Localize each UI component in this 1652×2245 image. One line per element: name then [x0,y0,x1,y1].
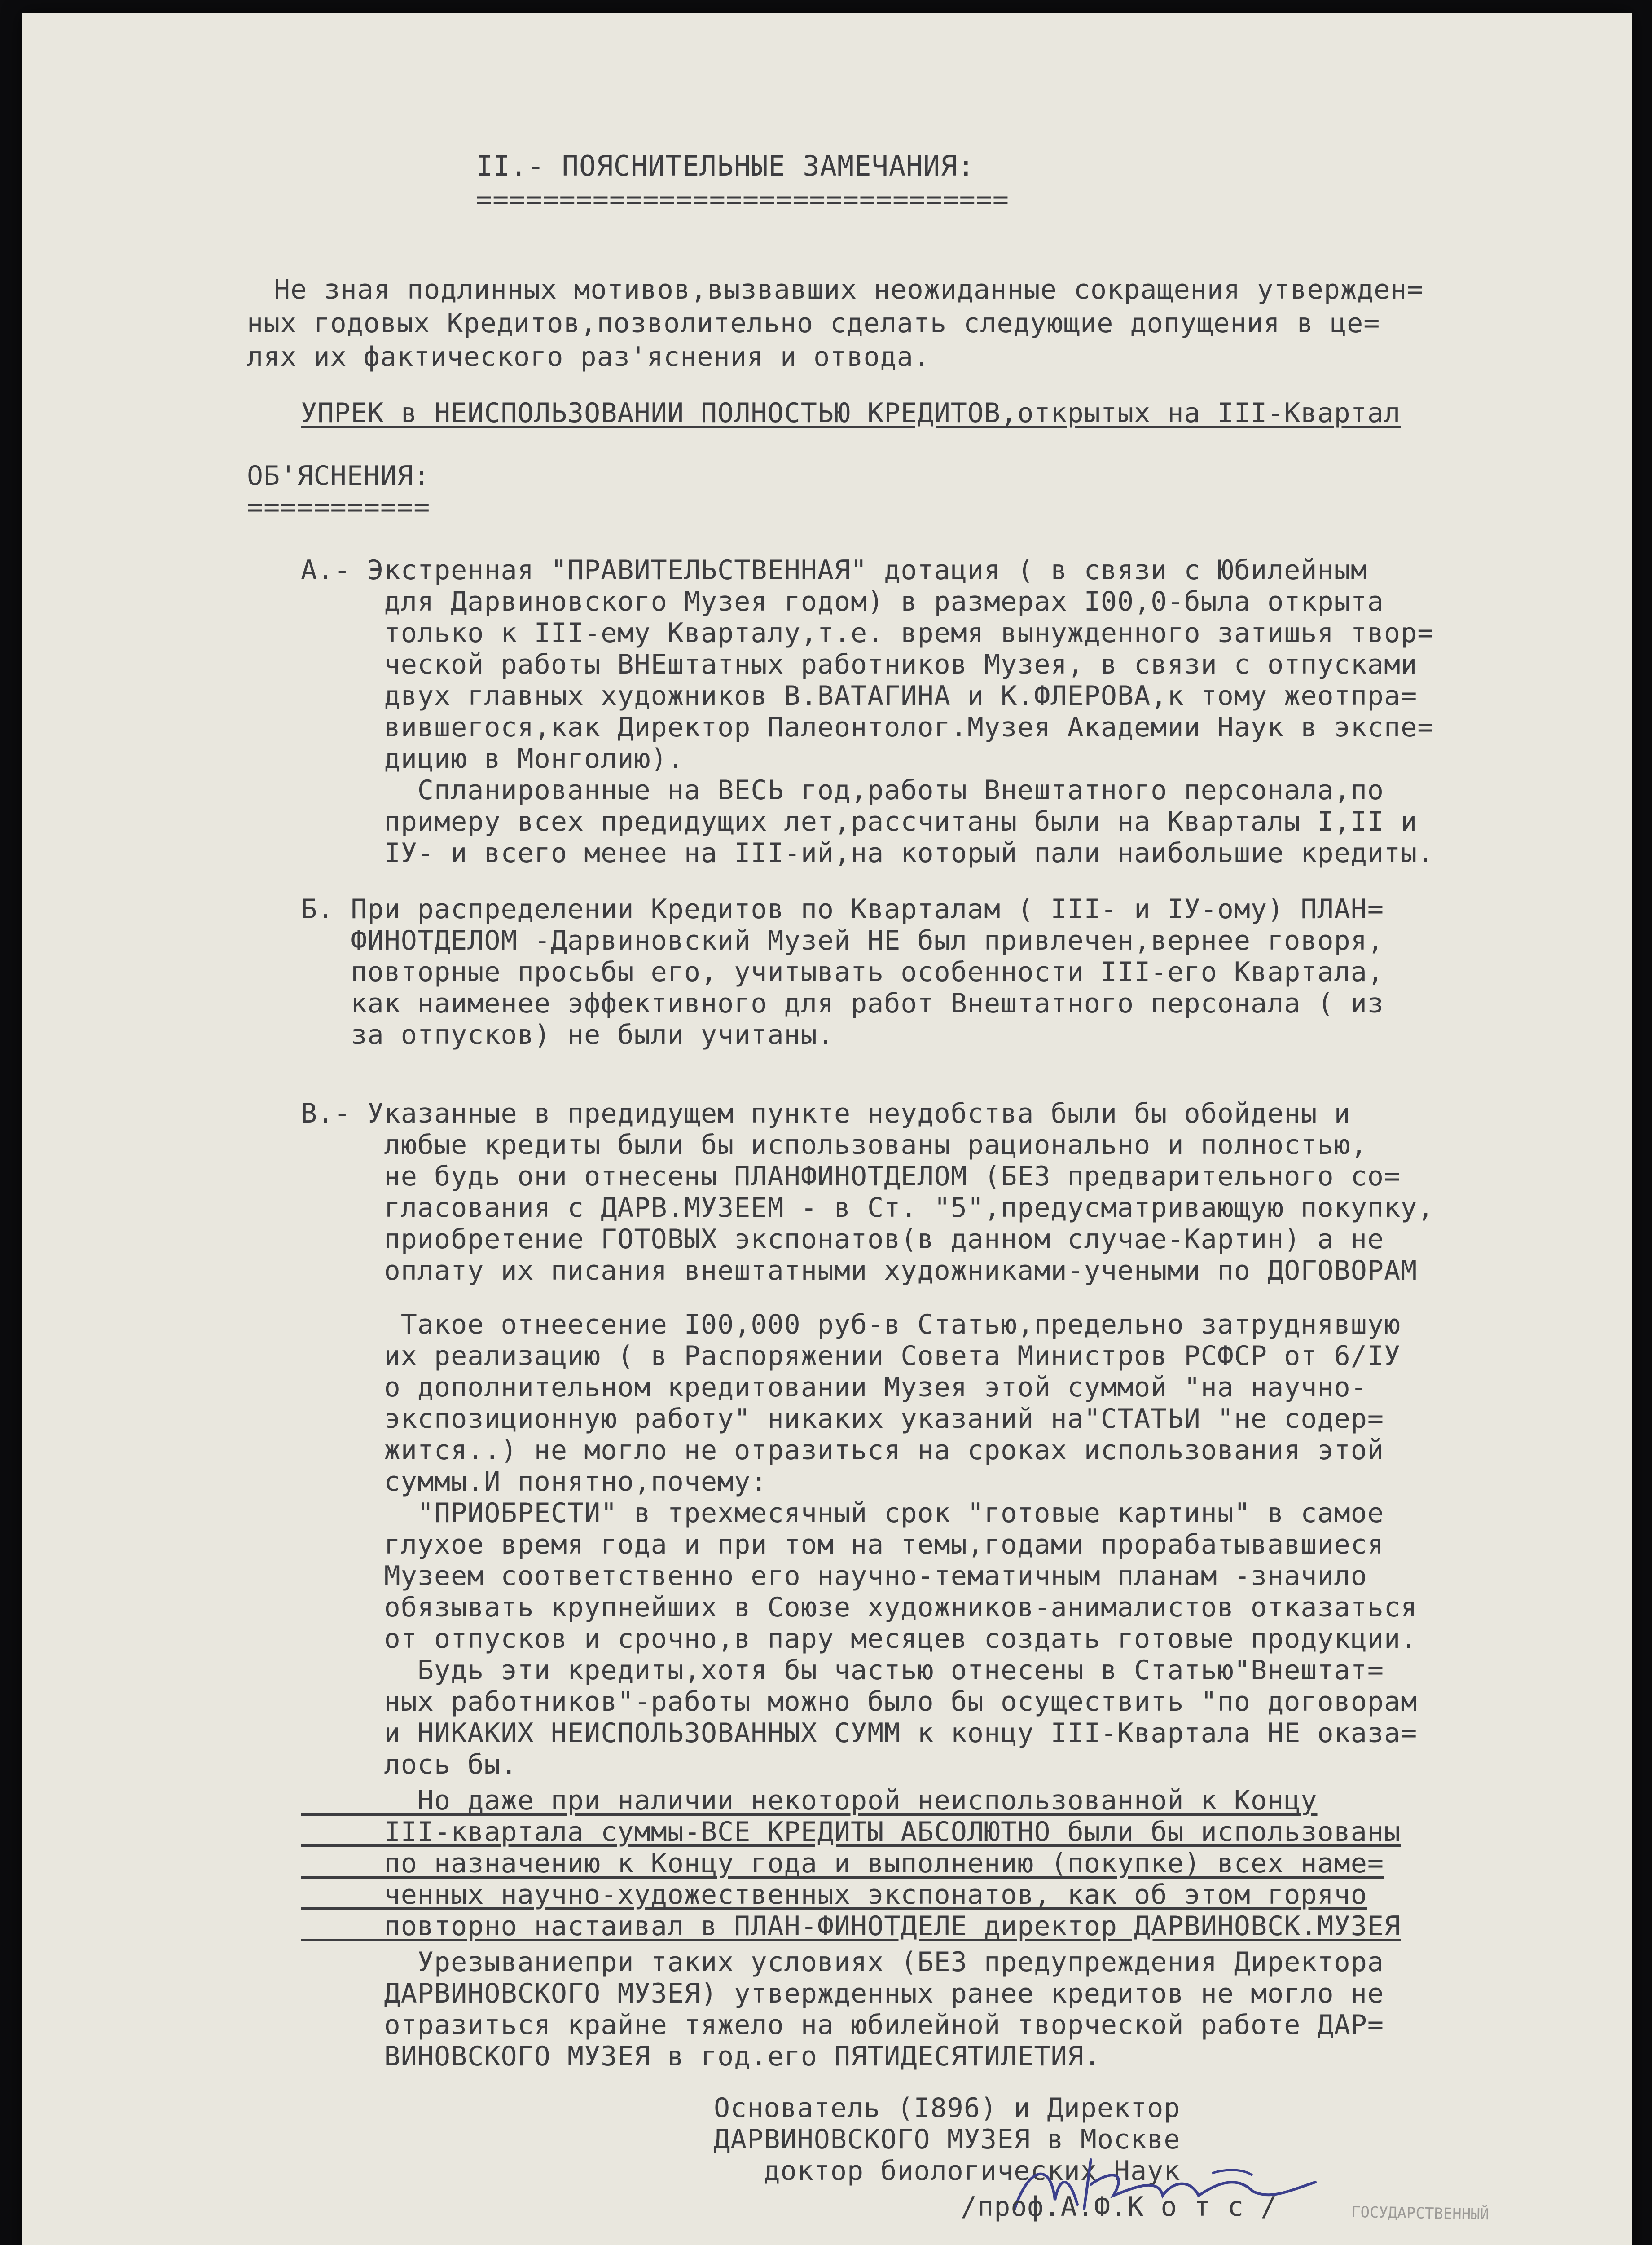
text-line: ДАРВИНОВСКОГО МУЗЕЯ в Москве [714,2124,1181,2155]
text-line: дицию в Монголию). [301,743,684,775]
text-line: Не зная подлинных мотивов,вызвавших неожиданные сокращения утвержден= [274,274,1424,305]
text-line: от отпусков и срочно,в пару месяцев создать готовые продукции. [301,1623,1418,1655]
text-line: лях их фактического раз'яснения и отвода. [247,341,931,373]
text-line: жится..) не могло не отразиться на сроках использования этой [301,1435,1384,1466]
text-line: за отпусков) не были учитаны. [301,1019,834,1051]
text-line: ВИНОВСКОГО МУЗЕЯ в год.его ПЯТИДЕСЯТИЛЕТИЯ. [301,2041,1101,2072]
signature-name: /проф.А.Ф.К о т с / [961,2191,1278,2223]
text-line: только к III-ему Кварталу,т.е. время вынужденного затишья твор= [301,617,1434,649]
text-line: повторно настаивал в ПЛАН-ФИНОТДЕЛЕ директор ДАРВИНОВСК.МУЗЕЯ [301,1910,1401,1942]
text-line: Такое отнеесение I00,000 руб-в Статью,предельно затруднявшую [301,1309,1401,1340]
text-line: Спланированные на ВЕСЬ год,работы Внештатного персонала,по [301,775,1384,806]
reproach-heading: УПРЕК в НЕИСПОЛЬЗОВАНИИ ПОЛНОСТЬЮ КРЕДИТОВ,открытых на III-Квартал [301,397,1401,429]
text-line: Будь эти кредиты,хотя бы частью отнесены в Статью"Внештат= [301,1655,1384,1686]
text-line: В.- Указанные в предидущем пункте неудобства были бы обойдены и [301,1098,1351,1129]
document-page [22,13,1632,2245]
text-line: лось бы. [301,1749,518,1780]
text-line: Основатель (I896) и Директор [714,2092,1181,2124]
text-line: обязывать крупнейших в Союзе художников-анималистов отказаться [301,1592,1418,1623]
text-line: любые кредиты были бы использованы рационально и полностью, [301,1129,1367,1161]
explanations-rule: =========== [247,492,431,523]
text-line: Б. При распределении Кредитов по Кварталам ( III- и IУ-ому) ПЛАН= [301,894,1384,925]
text-line: двух главных художников В.ВАТАГИНА и К.ФЛЕРОВА,к тому жеотпра= [301,680,1418,712]
text-line: доктор биологических Наук [714,2155,1181,2187]
document-title: II.- ПОЯСНИТЕЛЬНЫЕ ЗАМЕЧАНИЯ: [476,150,975,182]
text-line: III-квартала суммы-ВСЕ КРЕДИТЫ АБСОЛЮТНО были бы использованы [301,1816,1401,1848]
text-line: А.- Экстренная "ПРАВИТЕЛЬСТВЕННАЯ" дотация ( в связи с Юбилейным [301,555,1367,586]
text-line: их реализацию ( в Распоряжении Совета Министров РСФСР от 6/IУ [301,1340,1401,1372]
title-rule: ================================ [476,184,1009,216]
text-line: примеру всех предидущих лет,рассчитаны были на Кварталы I,II и [301,806,1418,837]
text-line: о дополнительном кредитовании Музея этой суммой "на научно- [301,1372,1367,1403]
stamp-line: ГОСУДАРСТВЕННЫЙ [1351,2203,1489,2224]
text-line: Музеем соответственно его научно-тематичным планам -значило [301,1560,1367,1592]
text-line: экспозиционную работу" никаких указаний на"СТАТЬИ "не содер= [301,1403,1384,1435]
text-line: ных годовых Кредитов,позволительно сделать следующие допущения в це= [247,308,1380,339]
text-line: Урезываниепри таких условиях (БЕЗ предупреждения Директора [301,1946,1384,1978]
text-line: глухое время года и при том на темы,годами прорабатывавшиеся [301,1529,1384,1560]
text-line: не будь они отнесены ПЛАНФИНОТДЕЛОМ (БЕЗ предварительного со= [301,1161,1401,1192]
text-line: и НИКАКИХ НЕИСПОЛЬЗОВАННЫХ СУММ к концу III-Квартала НЕ оказа= [301,1717,1418,1749]
text-line: ных работников"-работы можно было бы осуществить "по договорам [301,1686,1418,1717]
text-line: отразиться крайне тяжело на юбилейной творческой работе ДАР= [301,2009,1384,2041]
text-line: как наименее эффективного для работ Внештатного персонала ( из [301,988,1384,1019]
text-line: "ПРИОБРЕСТИ" в трехмесячный срок "готовые картины" в самое [301,1497,1384,1529]
text-line: для Дарвиновского Музея годом) в размерах I00,0-была открыта [301,586,1384,617]
text-line: повторные просьбы его, учитывать особенности III-его Квартала, [301,956,1384,988]
text-line: приобретение ГОТОВЫХ экспонатов(в данном случае-Картин) а не [301,1224,1384,1255]
text-line: ДАРВИНОВСКОГО МУЗЕЯ) утвержденных ранее кредитов не могло не [301,1978,1384,2009]
explanations-heading: ОБ'ЯСНЕНИЯ: [247,460,431,492]
text-line: оплату их писания внештатными художниками-учеными по ДОГОВОРАМ [301,1255,1418,1286]
text-line: ческой работы ВНЕштатных работников Музея, в связи с отпусками [301,649,1418,680]
text-line: суммы.И понятно,почему: [301,1466,768,1497]
text-line: ФИНОТДЕЛОМ -Дарвиновский Музей НЕ был привлечен,вернее говоря, [301,925,1384,956]
museum-stamp [1350,2158,1514,2245]
text-line: IУ- и всего менее на III-ий,на который пали наибольшие кредиты. [301,837,1434,869]
text-line: по назначению к Концу года и выполнению (покупке) всех наме= [301,1848,1384,1879]
text-line: гласования с ДАРВ.МУЗЕЕМ - в Ст. "5",предусматривающую покупку, [301,1192,1434,1224]
text-line: вившегося,как Директор Палеонтолог.Музея Академии Наук в экспе= [301,712,1434,743]
text-line: Но даже при наличии некоторой неиспользованной к Концу [301,1785,1318,1816]
text-line: ченных научно-художественных экспонатов, как об этом горячо [301,1879,1367,1910]
